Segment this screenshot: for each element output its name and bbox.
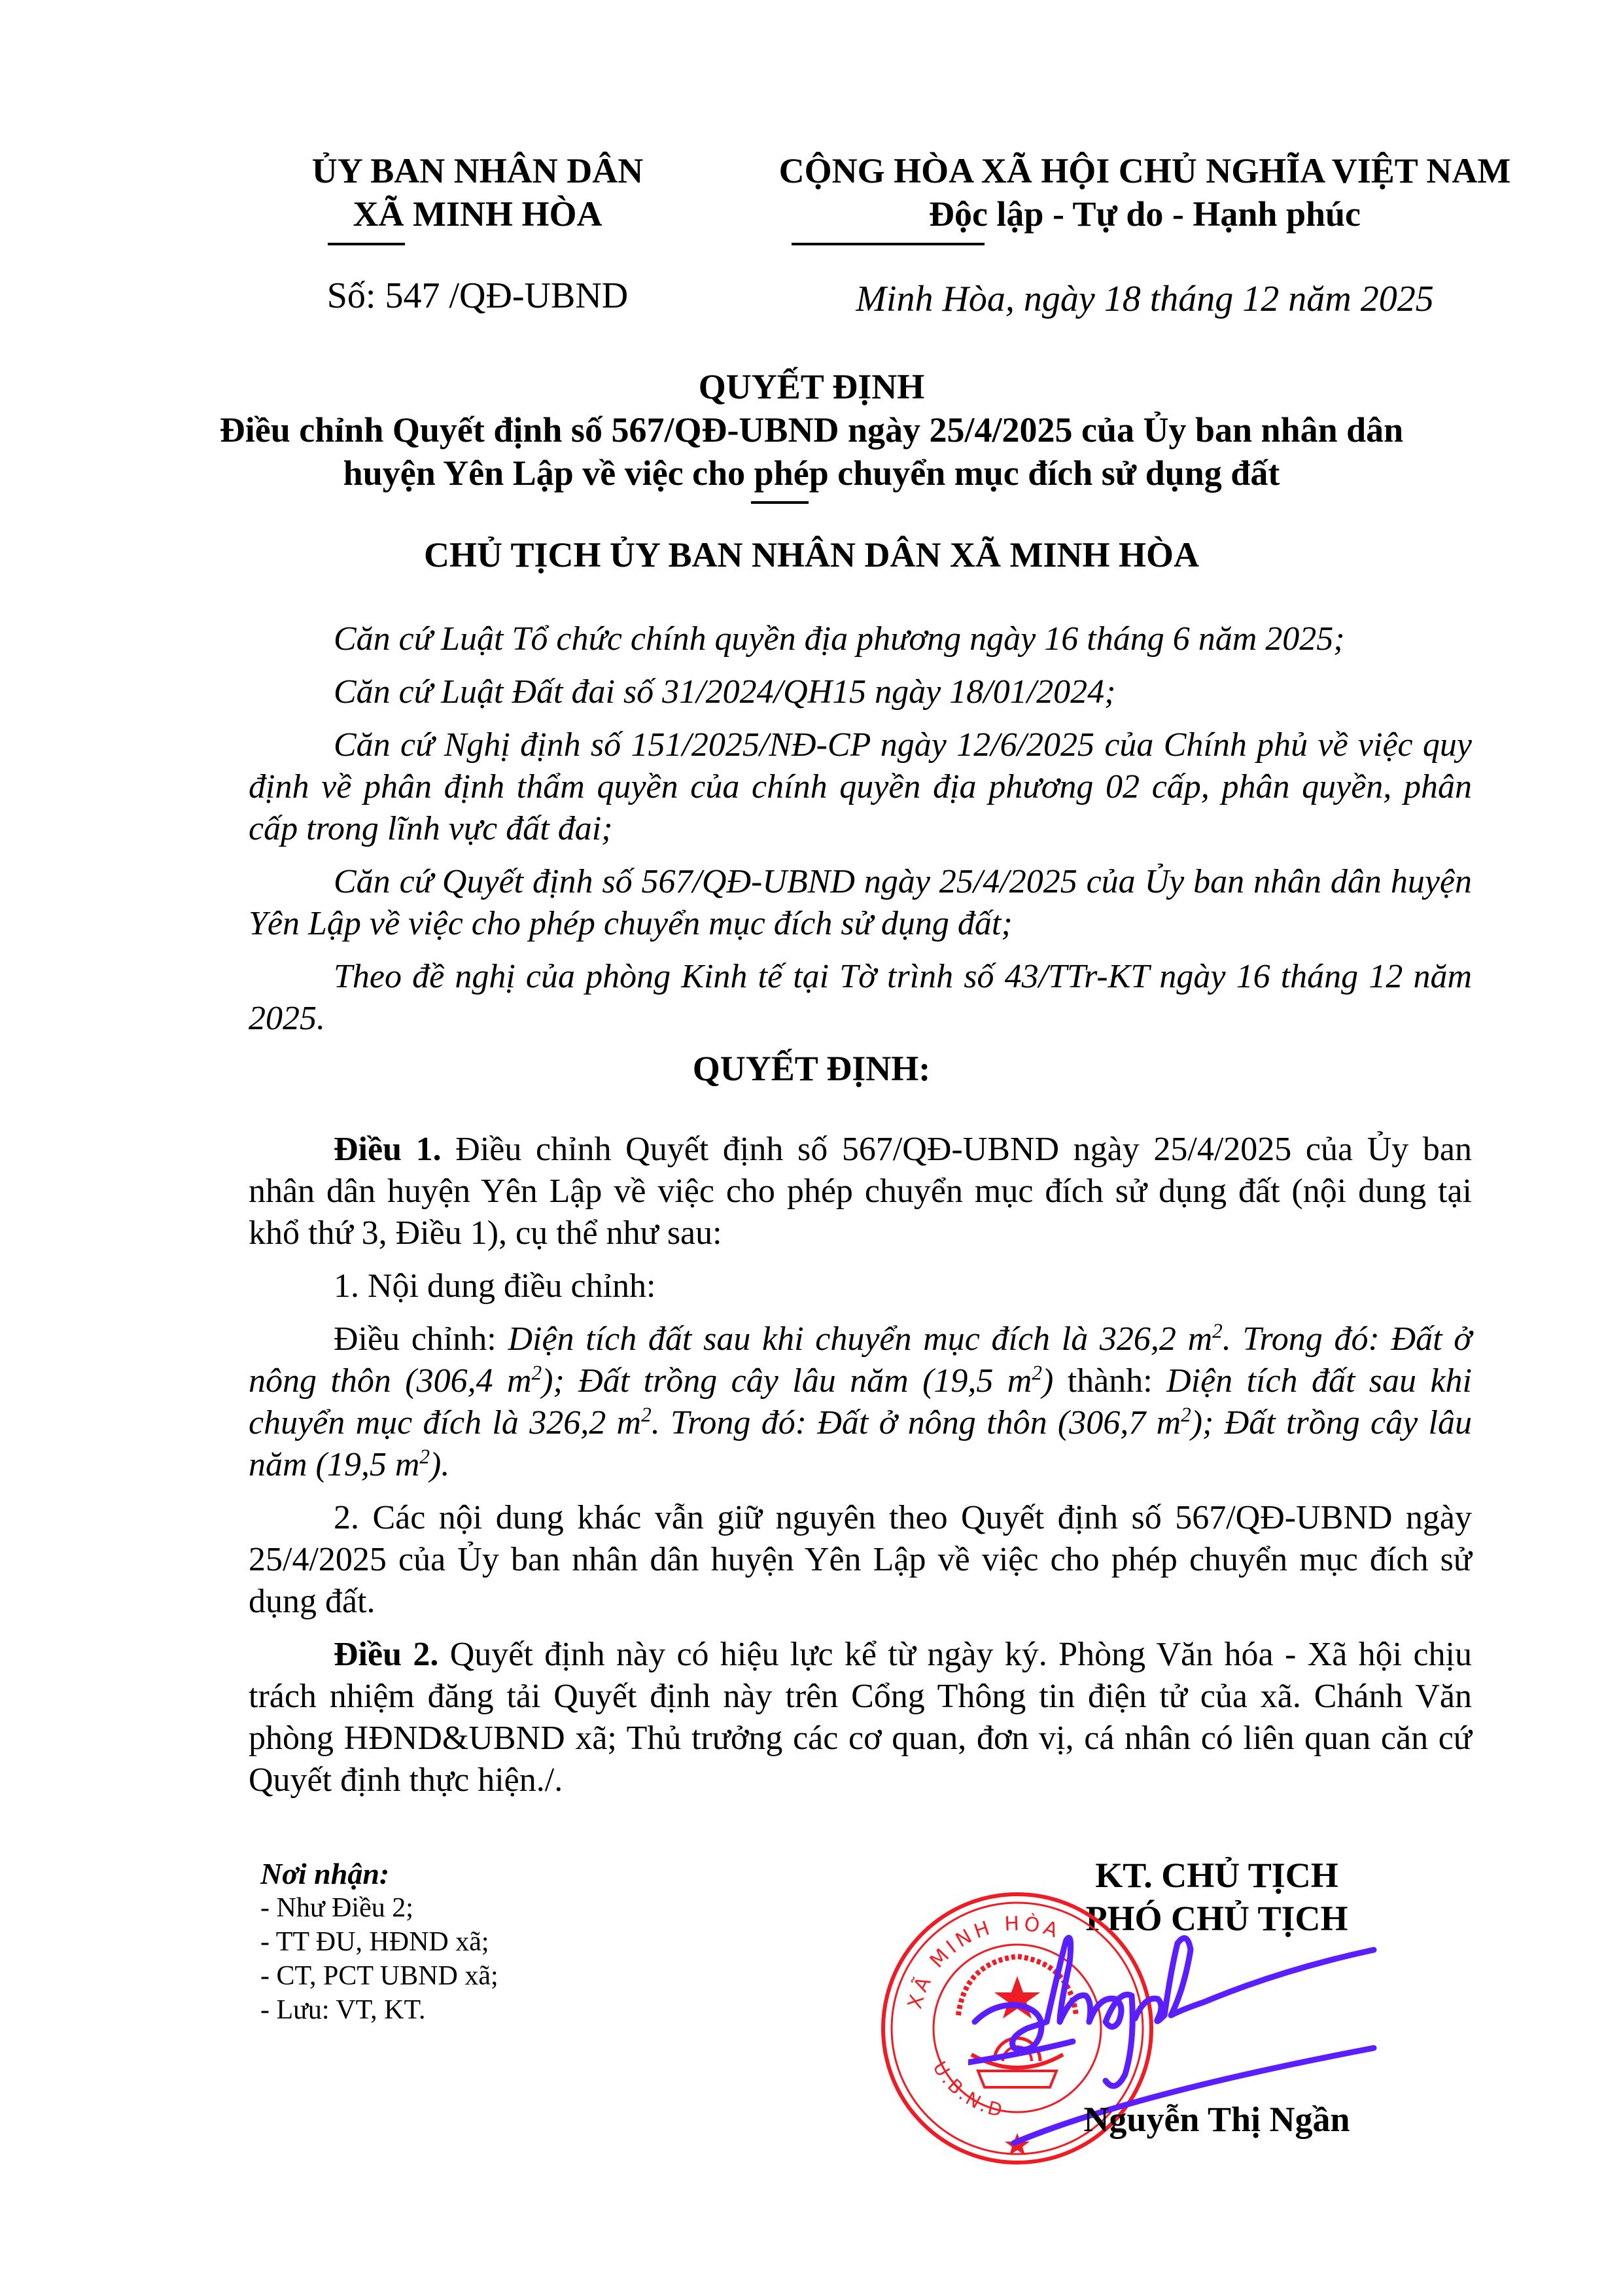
recipient-item: - CT, PCT UBND xã; [260, 1961, 498, 1991]
article-2 [249, 1634, 1472, 1801]
recipient-item: - Lưu: VT, KT. [260, 1995, 426, 2025]
agency-header [216, 149, 739, 236]
subject-line-1: Điều chỉnh Quyết định số 567/QĐ-UBND ngày 25/4/2025 của Ủy ban nhân dân [219, 410, 1404, 450]
national-underline [792, 243, 985, 245]
legal-basis-item: Căn cứ Luật Đất đai số 31/2024/QH15 ngày 18/01/2024; [334, 673, 1116, 711]
article-1 [249, 1129, 1472, 1254]
legal-basis-item: Căn cứ Luật Tổ chức chính quyền địa phương ngày 16 tháng 6 năm 2025; [334, 620, 1345, 658]
svg-text:U.B.N.D: U.B.N.D [928, 2057, 1007, 2122]
adjust-prefix: Điều chỉnh: [334, 1320, 508, 1358]
national-motto-line-2: Độc lập - Tự do - Hạnh phúc [928, 194, 1361, 234]
decision-heading: QUYẾT ĐỊNH: [692, 1049, 931, 1088]
title-underline [751, 501, 809, 504]
document-type: QUYẾT ĐỊNH [698, 367, 925, 406]
legal-bases [249, 618, 1472, 1040]
signer-name: Nguyễn Thị Ngần [1083, 2100, 1350, 2139]
svg-text:XÃ MINH HÒA: XÃ MINH HÒA [903, 1912, 1065, 2011]
new-content: Diện tích đất sau khi chuyển mục đích là 326,2 $m^2$. Trong đó: Đất ở nông thôn (306,7 $m^2$); Đất trồng cây lâu năm (19,5 $m^2$). [249, 1362, 1472, 1483]
articles [249, 1129, 1472, 1812]
article-1-label: Điều 1. [334, 1131, 442, 1168]
legal-basis-item: Theo đề nghị của phòng Kinh tế tại Tờ trình số 43/TTr-KT ngày 16 tháng 12 năm 2025. [249, 958, 1472, 1037]
article-1-item-2: 2. Các nội dung khác vẫn giữ nguyên theo Quyết định số 567/QĐ-UBND ngày 25/4/2025 của Ủy ban nhân dân huyện Yên Lập về việc cho phép chuyển mục đích sử dụng đất. [249, 1499, 1472, 1620]
article-1-item-1-heading: 1. Nội dung điều chỉnh: [334, 1267, 656, 1305]
legal-basis-item: Căn cứ Quyết định số 567/QĐ-UBND ngày 25/4/2025 của Ủy ban nhân dân huyện Yên Lập về việc cho phép chuyển mục đích sử dụng đất; [249, 863, 1472, 942]
signature-line-1: KT. CHỦ TỊCH [1095, 1856, 1338, 1895]
recipient-item: - TT ĐU, HĐND xã; [260, 1927, 489, 1957]
issuing-authority: CHỦ TỊCH ỦY BAN NHÂN DÂN XÃ MINH HÒA [423, 535, 1200, 574]
old-content: Diện tích đất sau khi chuyển mục đích là 326,2 $m^2$. Trong đó: Đất ở nông thôn (306,4 $m^2$); Đất trồng cây lâu năm (19,5 $m^2$) [249, 1319, 1472, 1400]
adjustment-content [249, 1318, 1472, 1486]
place-date: Minh Hòa, ngày 18 tháng 12 năm 2025 [856, 279, 1434, 319]
subject-line-2: huyện Yên Lập về việc cho phép chuyển mục đích sử dụng đất [343, 453, 1280, 493]
recipient-item: - Như Điều 2; [260, 1893, 413, 1923]
agency-line-2: XÃ MINH HÒA [353, 194, 602, 234]
connector: thành: [1053, 1362, 1167, 1400]
signature-line-2: PHÓ CHỦ TỊCH [1085, 1899, 1348, 1938]
recipients-label: Nơi nhận: [260, 1857, 390, 1890]
document-title [0, 365, 1623, 495]
article-1-text: Điều chỉnh Quyết định số 567/QĐ-UBND ngày 25/4/2025 của Ủy ban nhân dân huyện Yên Lập về việc cho phép chuyển mục đích sử dụng đất (nội dung tại khổ thứ 3, Điều 1), cụ thể như sau: [249, 1131, 1472, 1252]
national-motto-line-1: CỘNG HÒA XÃ HỘI CHỦ NGHĨA VIỆT NAM [778, 151, 1511, 190]
article-2-label: Điều 2. [334, 1636, 439, 1673]
recipients-block [260, 1857, 498, 2027]
national-header [707, 149, 1583, 236]
agency-line-1: ỦY BAN NHÂN DÂN [311, 151, 644, 190]
agency-underline [328, 243, 405, 245]
legal-basis-item: Căn cứ Nghị định số 151/2025/NĐ-CP ngày 12/6/2025 của Chính phủ về việc quy định về phân định thẩm quyền của chính quyền địa phương 02 cấp, phân quyền, phân cấp trong lĩnh vực đất đai; [249, 726, 1472, 847]
article-2-text: Quyết định này có hiệu lực kể từ ngày ký. Phòng Văn hóa - Xã hội chịu trách nhiệm đăng tải Quyết định này trên Cổng Thông tin điện tử của xã. Chánh Văn phòng HĐND&UBND xã; Thủ trưởng các cơ quan, đơn vị, cá nhân có liên quan căn cứ Quyết định thực hiện./. [249, 1636, 1472, 1799]
document-number: Số: 547 /QĐ-UBND [326, 275, 629, 316]
